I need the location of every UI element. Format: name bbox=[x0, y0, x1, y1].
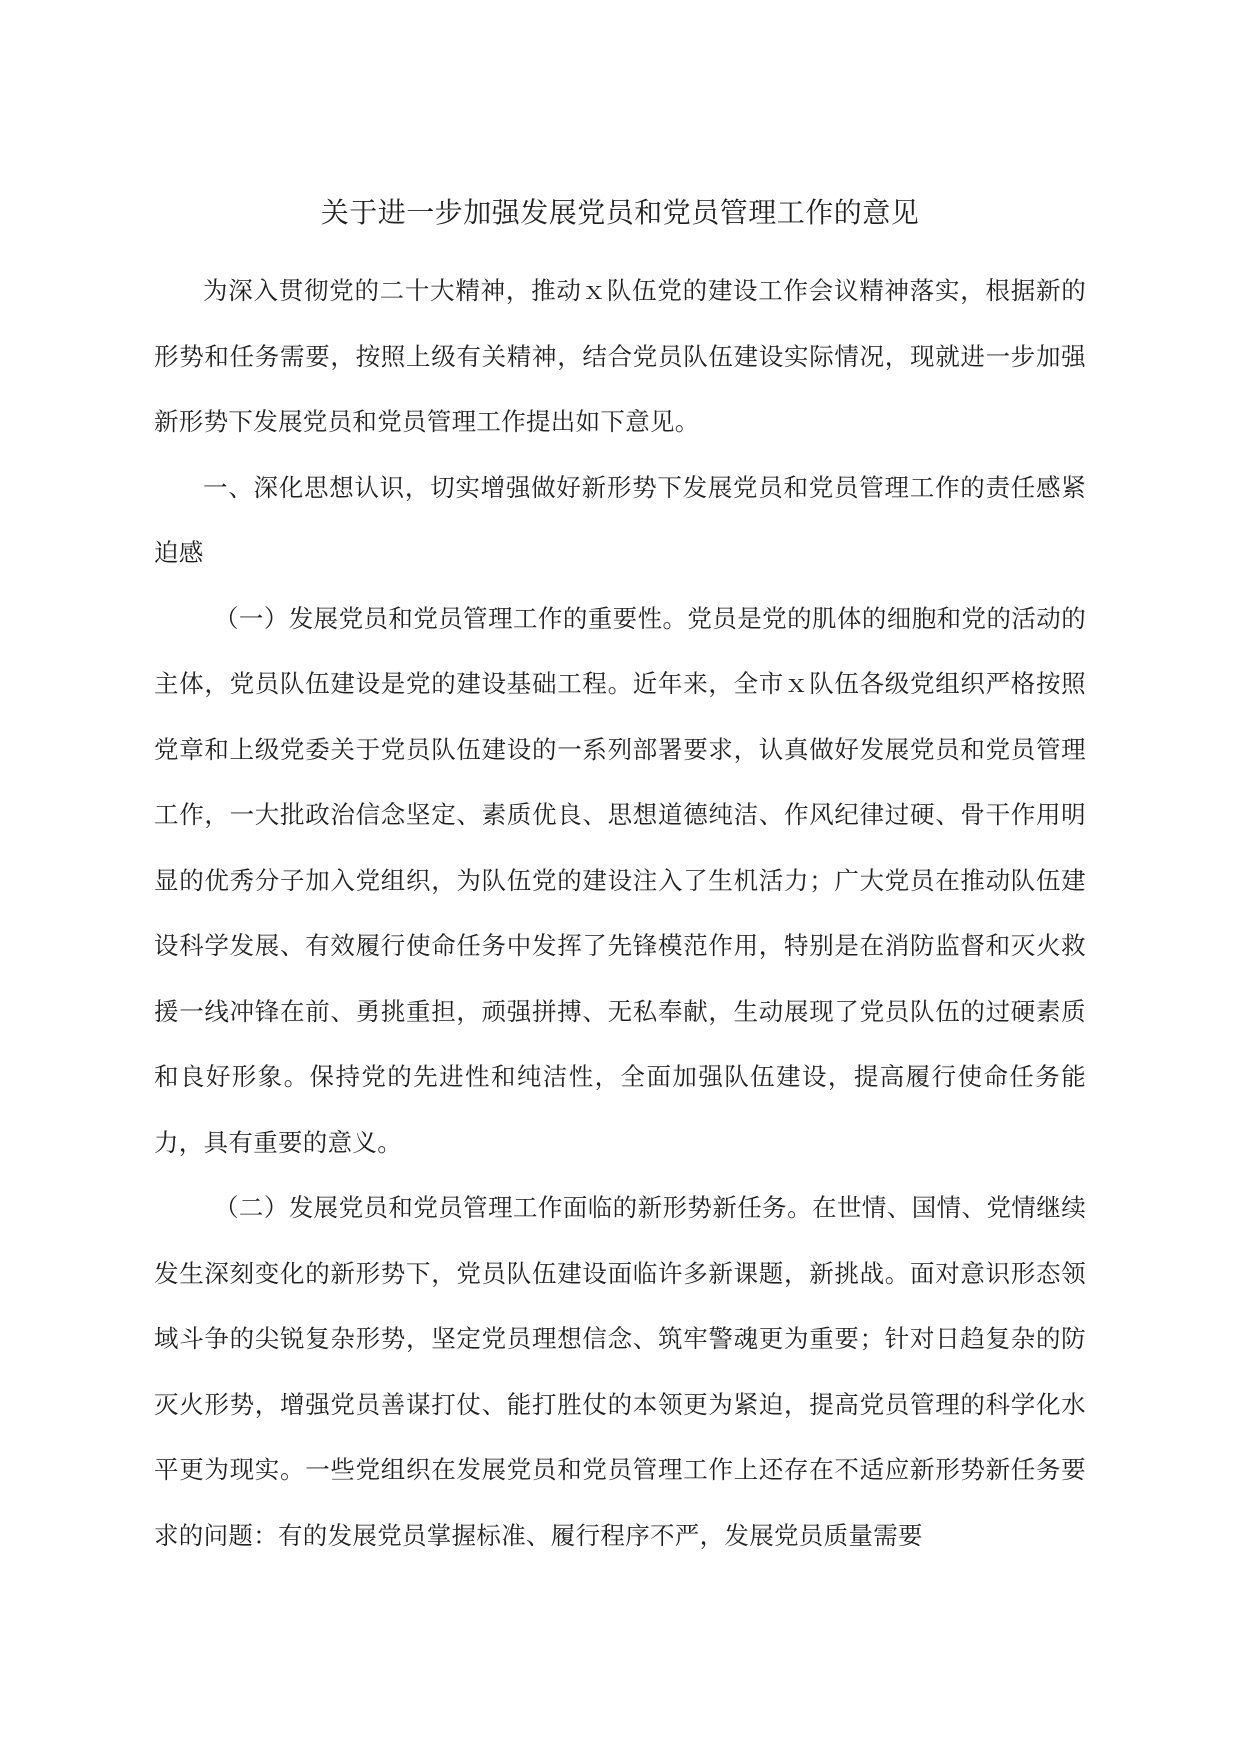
document-body bbox=[154, 258, 1086, 1568]
paragraph-item-1: （一）发展党员和党员管理工作的重要性。党员是党的肌体的细胞和党的活动的主体，党员队伍建设是党的建设基础工程。近年来，全市ｘ队伍各级党组织严格按照党章和上级党委关于党员队伍建设的一系列部署要求，认真做好发展党员和党员管理工作，一大批政治信念坚定、素质优良、思想道德纯洁、作风纪律过硬、骨干作用明显的优秀分子加入党组织，为队伍党的建设注入了生机活力；广大党员在推动队伍建设科学发展、有效履行使命任务中发挥了先锋模范作用，特别是在消防监督和灭火救援一线冲锋在前、勇挑重担，顽强拼搏、无私奉献，生动展现了党员队伍的过硬素质和良好形象。保持党的先进性和纯洁性，全面加强队伍建设，提高履行使命任务能力，具有重要的意义。 bbox=[154, 603, 1086, 1157]
section-heading-1: 一、深化思想认识，切实增强做好新形势下发展党员和党员管理工作的责任感紧迫感 bbox=[154, 472, 1086, 567]
document-title: 关于进一步加强发展党员和党员管理工作的意见 bbox=[320, 196, 920, 229]
paragraph-item-2: （二）发展党员和党员管理工作面临的新形势新任务。在世情、国情、党情继续发生深刻变化的新形势下，党员队伍建设面临许多新课题，新挑战。面对意识形态领域斗争的尖锐复杂形势，坚定党员理想信念、筑牢警魂更为重要；针对日趋复杂的防灭火形势，增强党员善谋打仗、能打胜仗的本领更为紧迫，提高党员管理的科学化水平更为现实。一些党组织在发展党员和党员管理工作上还存在不适应新形势新任务要求的问题：有的发展党员掌握标准、履行程序不严，发展党员质量需要 bbox=[154, 1193, 1086, 1550]
paragraph-intro: 为深入贯彻党的二十大精神，推动ｘ队伍党的建设工作会议精神落实，根据新的形势和任务需要，按照上级有关精神，结合党员队伍建设实际情况，现就进一步加强新形势下发展党员和党员管理工作提出如下意见。 bbox=[154, 276, 1086, 436]
